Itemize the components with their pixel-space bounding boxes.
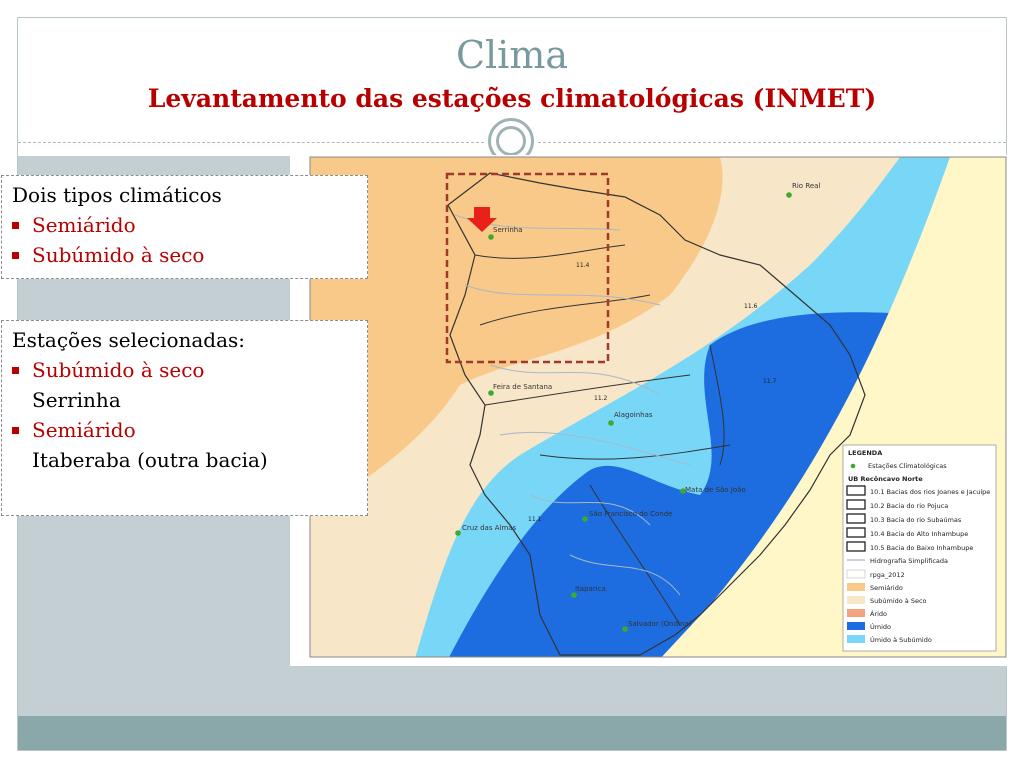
selected-stations-heading: Estações selecionadas: — [12, 328, 246, 352]
legend-climate: Úmido à Subúmido — [870, 636, 932, 644]
legend-basin: 10.1 Bacias dos rios Joanes e Jacuípe — [870, 488, 991, 496]
climate-type-item — [12, 210, 367, 240]
basin-code: 11.6 — [744, 303, 758, 310]
legend-swatch — [847, 596, 865, 604]
station-label: Feira de Santana — [493, 383, 553, 391]
station-label: Serrinha — [493, 226, 523, 234]
bullet-icon — [12, 427, 19, 434]
map-legend — [843, 445, 996, 651]
climate-types-heading: Dois tipos climáticos — [12, 183, 222, 207]
climate-map — [290, 155, 1008, 666]
selected-station-item — [12, 355, 367, 415]
legend-title: LEGENDA — [848, 449, 883, 457]
station-dot — [608, 420, 614, 426]
basin-code: 11.1 — [528, 516, 542, 523]
station-name: Itaberaba (outra bacia) — [32, 448, 268, 472]
legend-basin: 10.4 Bacia do Alto Inhambupe — [870, 530, 969, 538]
selected-station-item — [12, 415, 367, 475]
climate-type-label: Subúmido à seco — [32, 243, 205, 267]
footer-band — [18, 716, 1006, 750]
station-climate-type: Subúmido à seco — [32, 358, 205, 382]
station-label: Salvador (Ondina) — [628, 620, 692, 628]
legend-swatch — [847, 622, 865, 630]
climate-type-label: Semiárido — [32, 213, 136, 237]
station-dot — [455, 530, 461, 536]
legend-basin: 10.3 Bacia do rio Subaúmas — [870, 516, 962, 524]
legend-rpga: rpga_2012 — [870, 571, 905, 579]
station-dot — [622, 626, 628, 632]
legend-basin: 10.2 Bacia do rio Pojuca — [870, 502, 949, 510]
legend-basin: 10.5 Bacia do Baixo Inhambupe — [870, 544, 974, 552]
page-title: Clima — [455, 33, 569, 77]
basin-code: 11.4 — [576, 262, 590, 269]
basin-code: 11.7 — [763, 378, 777, 385]
legend-stations-label: Estações Climatológicas — [868, 462, 947, 470]
climate-type-item — [12, 240, 367, 270]
station-label: Cruz das Almas — [462, 524, 517, 532]
legend-station-dot — [851, 464, 856, 469]
station-dot — [786, 192, 792, 198]
legend-swatch — [847, 635, 865, 643]
station-dot — [582, 516, 588, 522]
station-label: São Francisco do Conde — [589, 510, 673, 518]
selected-stations-box — [1, 320, 368, 516]
bullet-icon — [12, 367, 19, 374]
climate-types-box — [1, 175, 368, 279]
bullet-icon — [12, 222, 19, 229]
station-name: Serrinha — [32, 388, 121, 412]
ring-ornament-inner-icon — [496, 126, 526, 156]
basin-code: 11.2 — [594, 395, 608, 402]
separator-right — [538, 142, 1006, 143]
station-label: Alagoinhas — [614, 411, 653, 419]
legend-swatch — [847, 609, 865, 617]
page-subtitle: Levantamento das estações climatológicas (INMET) — [147, 84, 877, 113]
station-label: Itaparica — [575, 585, 606, 593]
station-dot — [488, 234, 494, 240]
station-dot — [488, 390, 494, 396]
legend-hydro: Hidrografia Simplificada — [870, 557, 949, 565]
bullet-icon — [12, 252, 19, 259]
legend-ub-title: UB Recôncavo Norte — [848, 475, 923, 483]
legend-climate: Subúmido à Seco — [870, 597, 927, 605]
legend-climate: Árido — [870, 610, 888, 618]
station-dot — [571, 592, 577, 598]
legend-climate: Úmido — [870, 623, 891, 631]
climate-map-svg — [290, 155, 1008, 666]
legend-swatch — [847, 583, 865, 591]
legend-climate: Semiárido — [870, 584, 903, 592]
separator-left — [18, 142, 484, 143]
station-label: Rio Real — [792, 182, 821, 190]
station-climate-type: Semiárido — [32, 418, 136, 442]
station-label: Mata de São João — [685, 486, 746, 494]
